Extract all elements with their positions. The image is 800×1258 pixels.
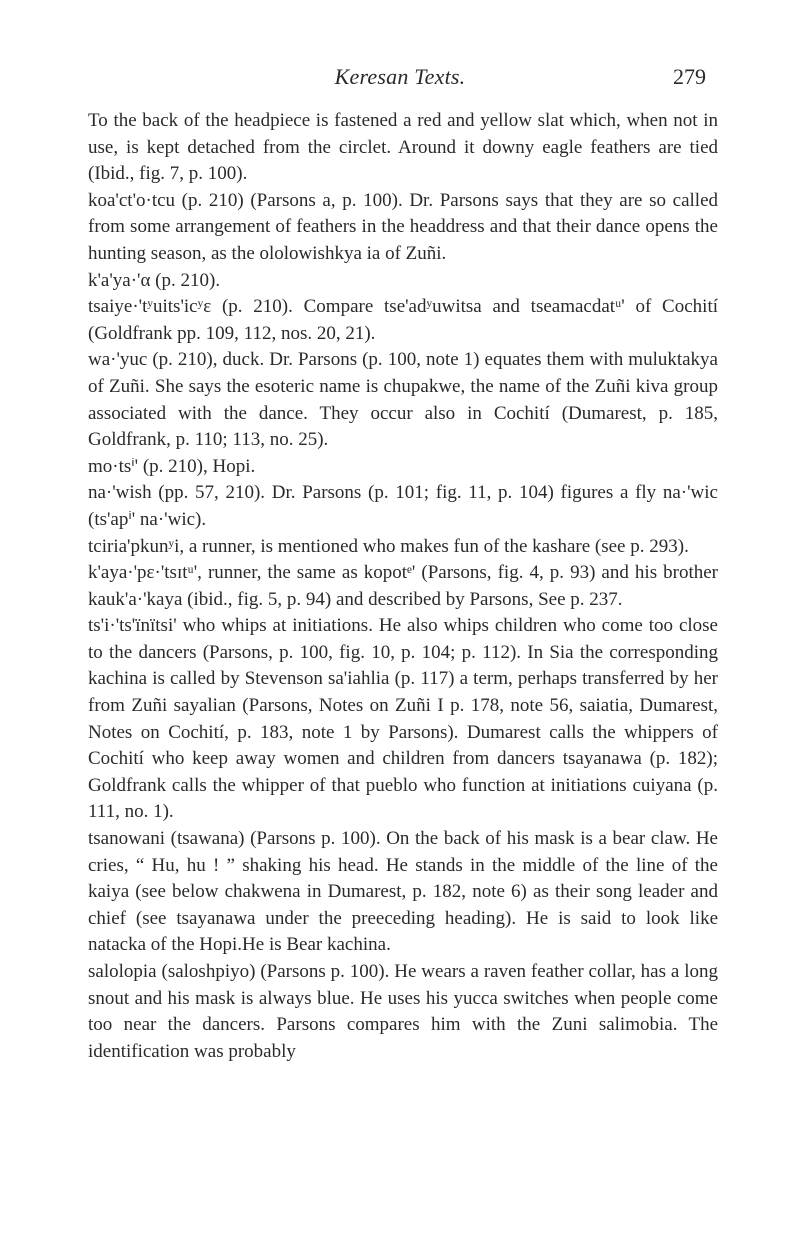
- entry-tciriapkunyi: tciria'pkunʸi, a runner, is mentioned who makes fun of the kashare (see p. 293).: [88, 535, 689, 557]
- entry-tsitsinitsi: ts'i·'ts'ïnïtsi' who whips at initiations. He also whips children who come too close to the dancers (Parsons, p. 100, fig. 10, p. 104; p. 112). In Sia the corresponding kachina is called by Stevenson sa'iahlia (p. 117) a term, perhaps transferred by her from Zuñi sayalian (Parsons, Notes on Zuñi I p. 178, note 56, saiatia, Dumarest, Notes on Cochití, p. 183, note 1 by Parsons). Dumarest calls the whippers of Cochití who keep away women and children from dancers tsayanawa (p. 182); Goldfrank calls the whipper of that pueblo who function at initiations cuiyana (p. 111, no. 1).: [88, 615, 718, 823]
- running-head: [0, 60, 800, 100]
- entry-wayuc: wa·'yuc (p. 210), duck. Dr. Parsons (p. 100, note 1) equates them with muluktakya of Zuñi. She says the esoteric name is chupakwe, the name of the Zuñi kiva group associated with the dance. They occur also in Cochití (Dumarest, p. 185, Goldfrank, p. 110; 113, no. 25).: [88, 349, 718, 451]
- entry-koactotcu: koa'ct'o·tcu (p. 210) (Parsons a, p. 100). Dr. Parsons says that they are so called from some arrangement of feathers in the headdress and that their dance opens the hunting season, as the ololowishkya ia of Zuñi.: [88, 189, 718, 264]
- entry-kayapetsitu: k'aya·'pε·'tsɪtᵘ', runner, the same as kopotᵉ' (Parsons, fig. 4, p. 93) and his brother kauk'a·'kaya (ibid., fig. 5, p. 94) and described by Parsons, See p. 237.: [88, 562, 718, 610]
- entry-kayaa: k'a'ya·'α (p. 210).: [88, 269, 221, 291]
- entry-salolopia: salolopia (saloshpiyo) (Parsons p. 100). He wears a raven feather collar, has a long snout and his mask is always blue. He uses his yucca switches when people come too near the dancers. Parsons compares him with the Zuni salimobia. The identification was probably: [88, 961, 718, 1062]
- entry-nawish: na·'wish (pp. 57, 210). Dr. Parsons (p. 101; fig. 11, p. 104) figures a fly na·'wic (ts'apⁱ' na·'wic).: [88, 482, 718, 530]
- body-text: [88, 108, 718, 1065]
- paragraph-headpiece: To the back of the headpiece is fastened a red and yellow slat which, when not in use, is kept detached from the circlet. Around it downy eagle feathers are tied (Ibid., fig. 7, p. 100).: [88, 110, 718, 185]
- entry-motsi: mo·tsⁱ' (p. 210), Hopi.: [88, 455, 256, 477]
- running-title: Keresan Texts.: [334, 64, 466, 89]
- entry-tsaiye: tsaiye·'tʸuits'icʸε (p. 210). Compare tse'adʸuwitsa and tseamacdatᵘ' of Cochití (Goldfrank pp. 109, 112, nos. 20, 21).: [88, 296, 718, 344]
- page-number: 279: [673, 64, 706, 89]
- entry-tsanowani: tsanowani (tsawana) (Parsons p. 100). On the back of his mask is a bear claw. He cries, “ Hu, hu ! ” shaking his head. He stands in the middle of the line of the kaiya (see below chakwena in Dumarest, p. 182, note 6) as their song leader and chief (see tsayanawa under the preeceding heading). He is said to look like natacka of the Hopi.He is Bear kachina.: [88, 828, 718, 956]
